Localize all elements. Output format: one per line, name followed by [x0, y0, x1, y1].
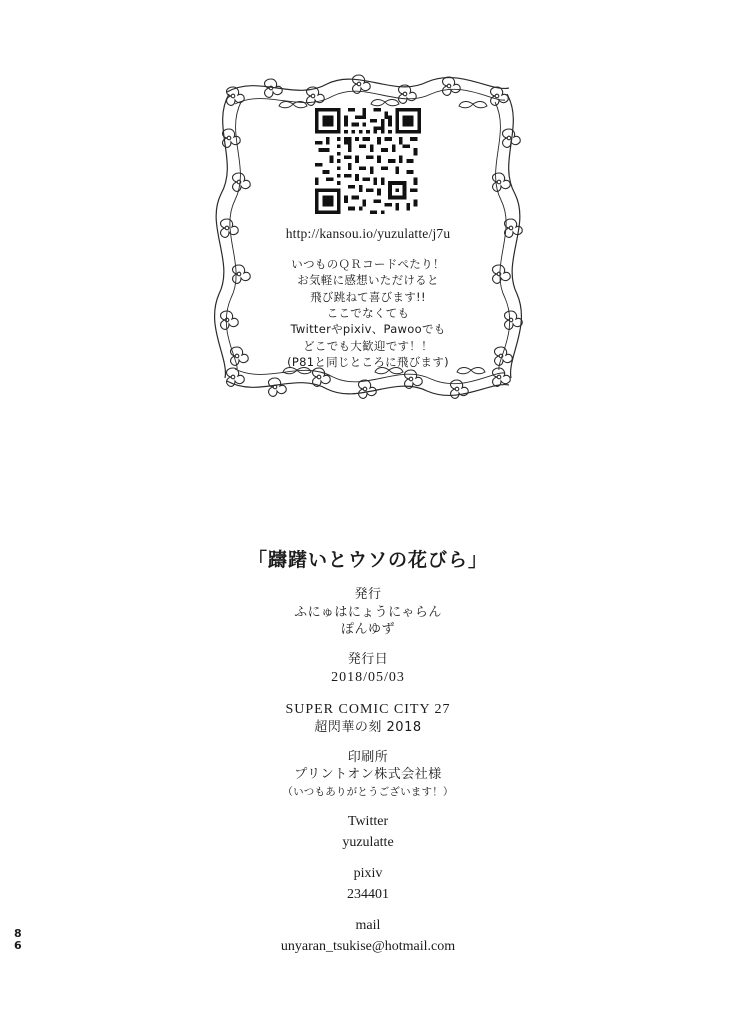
twitter-handle[interactable]: yuzulatte [342, 835, 394, 851]
publisher-sub-name: ぽんゆず [340, 622, 395, 638]
work-title: 「躊躇いとウソの花びら」 [247, 549, 488, 571]
date-value: 2018/05/03 [331, 670, 405, 686]
page-number-digit-1: 8 [14, 927, 22, 940]
printer-note: （いつもありがとうございます！） [282, 786, 454, 799]
qr-note-text [287, 256, 449, 370]
qr-note-line-7: (P81と同じところに飛びます) [287, 354, 449, 369]
qr-note-line-5: Twitterやpixiv、Pawooでも [290, 322, 446, 337]
publisher-name: ふにゅはにょうにゃらん [294, 604, 442, 620]
event-name-1: SUPER COMIC CITY 27 [285, 701, 451, 717]
mail-address[interactable]: unyaran_tsukise@hotmail.com [280, 939, 456, 955]
publisher-label: 発行 [354, 587, 382, 602]
twitter-group [0, 811, 736, 853]
page-number [14, 928, 22, 951]
qr-note-line-3: 飛び跳ねて喜びます!! [310, 289, 426, 304]
colophon-block [0, 545, 736, 967]
twitter-label: Twitter [347, 814, 389, 830]
printer-group [0, 749, 736, 799]
pixiv-label: pixiv [353, 866, 383, 882]
page-number-digit-2: 6 [14, 938, 22, 952]
event-group [0, 700, 736, 737]
qr-note-line-1: いつものＱＲコードぺたり！ [291, 257, 445, 271]
mail-group [0, 915, 736, 957]
qr-info-panel [209, 70, 527, 403]
date-label: 発行日 [347, 651, 389, 667]
pixiv-id[interactable]: 234401 [347, 887, 389, 903]
kansou-url[interactable]: http://kansou.io/yuzulatte/j7u [285, 226, 451, 241]
printer-name: プリントオン株式会社様 [294, 767, 442, 783]
qr-note-line-2: お気軽に感想いただけると [297, 273, 439, 288]
pixiv-group [0, 863, 736, 905]
publisher-group [0, 586, 736, 639]
date-group [0, 651, 736, 688]
printer-label: 印刷所 [347, 749, 389, 765]
qr-code-icon [315, 108, 421, 214]
mail-label: mail [355, 918, 381, 934]
qr-note-line-6: どこでも大歓迎です！！ [303, 338, 433, 353]
qr-note-line-4: ここでなくても [326, 305, 410, 320]
event-name-2: 超閃華の刻 2018 [314, 720, 422, 736]
